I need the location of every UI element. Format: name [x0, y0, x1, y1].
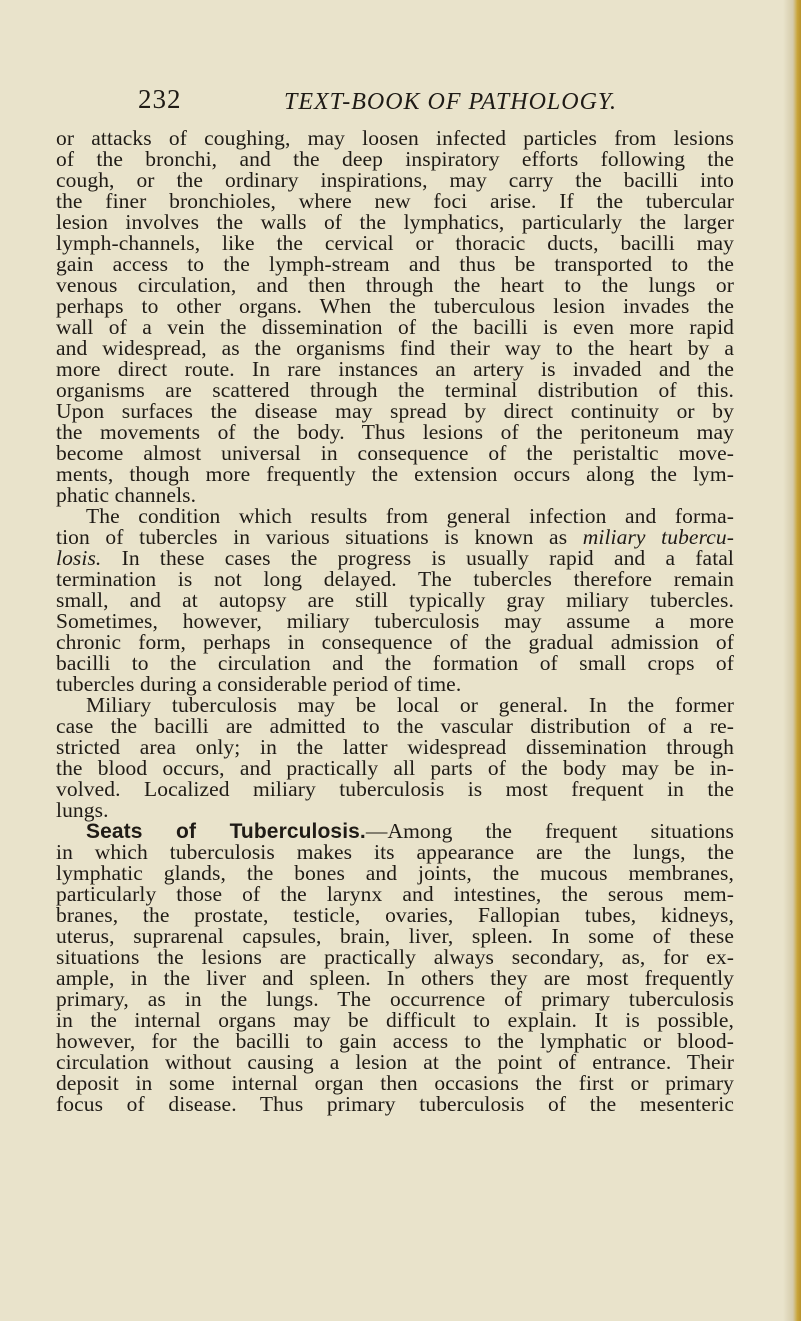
text-line: circulation without causing a lesion at the point of entrance. Their [56, 1050, 734, 1074]
text-line: Miliary tuberculosis may be local or general. In the former [86, 693, 734, 717]
text-line: small, and at autopsy are still typically gray miliary tubercles. [56, 588, 734, 612]
text-line: ments, though more frequently the extension occurs along the lym- [56, 462, 734, 486]
text-line: primary, as in the lungs. The occurrence of primary tuberculosis [56, 987, 734, 1011]
text-line: the finer bronchioles, where new foci arise. If the tubercular [56, 189, 734, 213]
text-line: chronic form, perhaps in consequence of the gradual admission of [56, 630, 734, 654]
text-line: venous circulation, and then through the heart to the lungs or [56, 273, 734, 297]
text-line: lymphatic glands, the bones and joints, the mucous membranes, [56, 861, 734, 885]
text-line: wall of a vein the dissemination of the bacilli is even more rapid [56, 315, 734, 339]
text-line: become almost universal in consequence of the peristaltic move- [56, 441, 734, 465]
page-number: 232 [138, 84, 182, 114]
text-line: bacilli to the circulation and the formation of small crops of [56, 651, 734, 675]
term-miliary-tuberculosis-cont: losis. [56, 546, 102, 570]
text-line [56, 527, 734, 548]
text-line: Sometimes, however, miliary tuberculosis may assume a more [56, 609, 734, 633]
text-line: however, for the bacilli to gain access to the lymphatic or blood- [56, 1029, 734, 1053]
text-line: The condition which results from general infection and forma- [86, 504, 734, 528]
text-line: lungs. [56, 798, 109, 822]
text-line: lymph-channels, like the cervical or thoracic ducts, bacilli may [56, 231, 734, 255]
text-line: tubercles during a considerable period of time. [56, 672, 462, 696]
paragraph-1 [56, 128, 734, 506]
section-heading: Seats of Tuberculosis. [86, 820, 366, 843]
text-line: and widespread, as the organisms find their way to the heart by a [56, 336, 734, 360]
text-line: branes, the prostate, testicle, ovaries, Fallopian tubes, kidneys, [56, 903, 734, 927]
text-run: —Among the frequent situations [365, 819, 734, 843]
text-line: ample, in the liver and spleen. In others they are most frequently [56, 966, 734, 990]
text-line: case the bacilli are admitted to the vascular distribution of a re- [56, 714, 734, 738]
term-miliary-tuberculosis: miliary tubercu- [582, 525, 734, 549]
text-line: organisms are scattered through the terminal distribution of this. [56, 378, 734, 402]
text-line: situations the lesions are practically always secondary, as, for ex- [56, 945, 734, 969]
text-line: termination is not long delayed. The tubercles therefore remain [56, 567, 734, 591]
text-run: tion of tubercles in various situations is known as [56, 525, 583, 549]
text-line: perhaps to other organs. When the tuberculous lesion invades the [56, 294, 734, 318]
text-line: uterus, suprarenal capsules, brain, liver, spleen. In some of these [56, 924, 734, 948]
body-text [56, 128, 734, 1115]
text-line: volved. Localized miliary tuberculosis is most frequent in the [56, 777, 734, 801]
section-seats-of-tuberculosis [56, 821, 734, 1115]
text-line: or attacks of coughing, may loosen infected particles from lesions [56, 126, 734, 150]
text-line [56, 821, 734, 842]
text-line: deposit in some internal organ then occasions the first or primary [56, 1071, 734, 1095]
running-title: TEXT-BOOK OF PATHOLOGY. [284, 89, 618, 115]
text-line: of the bronchi, and the deep inspiratory efforts following the [56, 147, 734, 171]
text-line: more direct route. In rare instances an artery is invaded and the [56, 357, 734, 381]
text-line: gain access to the lymph-stream and thus be transported to the [56, 252, 734, 276]
paragraph-2 [56, 506, 734, 695]
text-line: Upon surfaces the disease may spread by direct continuity or by [56, 399, 734, 423]
text-line: phatic channels. [56, 483, 197, 507]
text-line: focus of disease. Thus primary tuberculosis of the mesenteric [56, 1092, 734, 1116]
text-line: cough, or the ordinary inspirations, may carry the bacilli into [56, 168, 734, 192]
text-line [56, 548, 734, 569]
text-line: stricted area only; in the latter widespread dissemination through [56, 735, 734, 759]
paragraph-3 [56, 695, 734, 821]
page-header [138, 84, 698, 114]
text-line: particularly those of the larynx and intestines, the serous mem- [56, 882, 734, 906]
page-edge [783, 0, 801, 1321]
text-line: the movements of the body. Thus lesions of the peritoneum may [56, 420, 734, 444]
text-run: In these cases the progress is usually rapid and a fatal [101, 546, 734, 570]
text-line: in the internal organs may be difficult to explain. It is possible, [56, 1008, 734, 1032]
text-line: lesion involves the walls of the lymphatics, particularly the larger [56, 210, 734, 234]
text-line: in which tuberculosis makes its appearance are the lungs, the [56, 840, 734, 864]
text-line: the blood occurs, and practically all parts of the body may be in- [56, 756, 734, 780]
